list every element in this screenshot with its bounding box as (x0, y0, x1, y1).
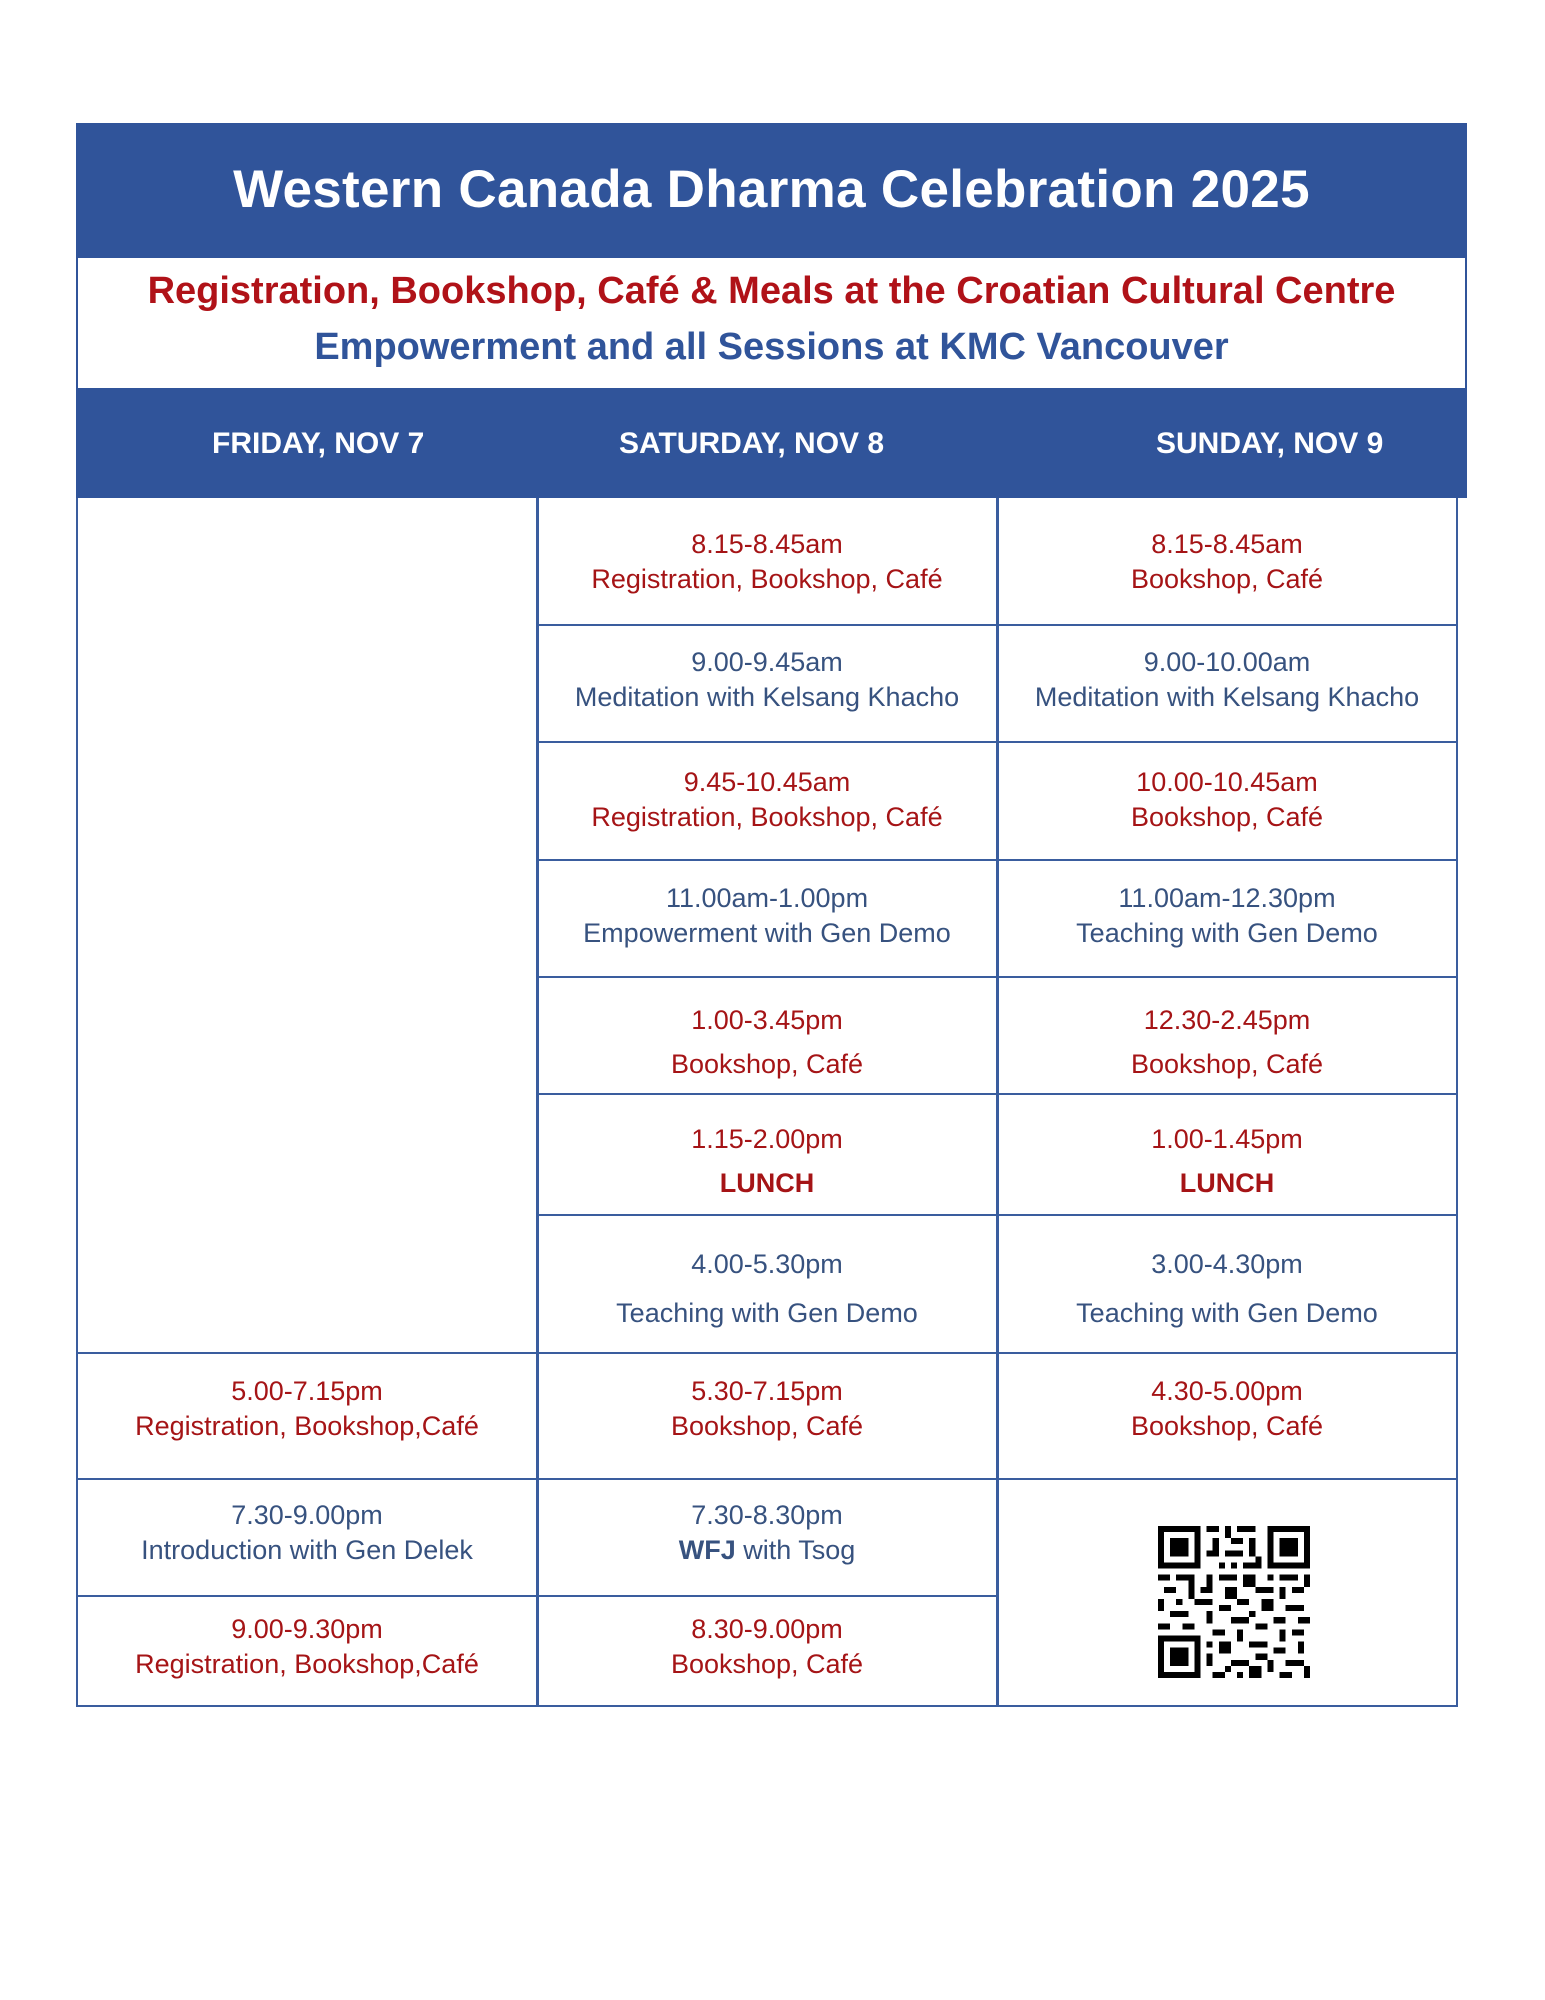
saturday-slot-1 (538, 527, 996, 597)
grid-line (76, 1352, 1458, 1354)
saturday-slot-8 (538, 1374, 996, 1444)
saturday-slot-10 (538, 1612, 996, 1682)
slot-time: 1.15-2.00pm (691, 1124, 843, 1154)
slot-time: 7.30-9.00pm (231, 1500, 383, 1530)
day-header-bar (76, 390, 1467, 498)
slot-activity: Bookshop, Café (1130, 1048, 1324, 1079)
slot-activity: Teaching with Gen Demo (1076, 918, 1378, 949)
slot-activity: Bookshop, Café (1130, 1411, 1324, 1442)
slot-activity: Bookshop, Café (670, 1649, 864, 1680)
sunday-slot-5 (998, 999, 1456, 1086)
slot-activity: Meditation with Kelsang Khacho (574, 682, 960, 713)
slot-activity: Registration, Bookshop, Café (591, 564, 943, 595)
slot-time: 12.30-2.45pm (1143, 1005, 1311, 1035)
sunday-slot-3 (998, 765, 1456, 835)
slot-time: 10.00-10.45am (1136, 767, 1318, 797)
slot-time: 8.30-9.00pm (691, 1614, 843, 1644)
page-title: Western Canada Dharma Celebration 2025 (76, 123, 1467, 256)
slot-time: 3.00-4.30pm (1151, 1249, 1303, 1279)
slot-activity: Bookshop, Café (670, 1411, 864, 1442)
sunday-slot-6 (998, 1118, 1456, 1205)
friday-slot-3 (78, 1612, 536, 1682)
venue-line-sessions: Empowerment and all Sessions at KMC Vancouver (314, 326, 1229, 368)
saturday-slot-3 (538, 765, 996, 835)
slot-activity: Introduction with Gen Delek (141, 1535, 473, 1566)
saturday-slot-4 (538, 881, 996, 951)
day-saturday: SATURDAY, NOV 8 (619, 427, 885, 460)
slot-time: 1.00-1.45pm (1151, 1124, 1303, 1154)
slot-activity: LUNCH (1179, 1167, 1275, 1198)
slot-activity: Bookshop, Café (670, 1048, 864, 1079)
grid-line (536, 1093, 1458, 1095)
grid-line (76, 1705, 1458, 1707)
saturday-slot-5 (538, 999, 996, 1086)
saturday-slot-7 (538, 1240, 996, 1337)
slot-activity: Empowerment with Gen Demo (583, 918, 951, 949)
slot-activity: Teaching with Gen Demo (616, 1297, 918, 1328)
slot-activity: Teaching with Gen Demo (1076, 1297, 1378, 1328)
slot-activity: Registration, Bookshop,Café (135, 1649, 479, 1680)
venue-info (76, 256, 1467, 390)
friday-slot-2 (78, 1498, 536, 1568)
grid-line (536, 976, 1458, 978)
grid-line (536, 1214, 1458, 1216)
venue-line-meals: Registration, Bookshop, Café & Meals at the Croatian Cultural Centre (147, 270, 1396, 312)
grid-line (536, 741, 1458, 743)
grid-line (76, 1595, 998, 1597)
grid-line (536, 859, 1458, 861)
sunday-slot-7 (998, 1240, 1456, 1337)
slot-activity: Bookshop, Café (1130, 802, 1324, 833)
slot-time: 9.00-10.00am (1143, 647, 1311, 677)
slot-time: 5.30-7.15pm (691, 1376, 843, 1406)
saturday-slot-6 (538, 1118, 996, 1205)
slot-activity (538, 1533, 996, 1568)
grid-line (1456, 498, 1458, 1706)
slot-activity: Registration, Bookshop,Café (135, 1411, 479, 1442)
qr-code-icon[interactable] (1158, 1526, 1310, 1678)
slot-time: 9.00-9.30pm (231, 1614, 383, 1644)
friday-slot-1 (78, 1374, 536, 1444)
sunday-slot-4 (998, 881, 1456, 951)
saturday-slot-2 (538, 645, 996, 715)
slot-time: 8.15-8.45am (1151, 529, 1303, 559)
slot-activity: Meditation with Kelsang Khacho (1034, 682, 1420, 713)
slot-time: 4.00-5.30pm (691, 1249, 843, 1279)
slot-activity-rest: with Tsog (735, 1535, 856, 1566)
slot-time: 11.00am-1.00pm (665, 883, 869, 913)
slot-time: 11.00am-12.30pm (1118, 883, 1336, 913)
sunday-slot-2 (998, 645, 1456, 715)
slot-activity: LUNCH (719, 1167, 815, 1198)
slot-time: 7.30-8.30pm (691, 1500, 843, 1530)
slot-time: 5.00-7.15pm (231, 1376, 383, 1406)
slot-time: 9.00-9.45am (691, 647, 843, 677)
sunday-slot-1 (998, 527, 1456, 597)
slot-time: 4.30-5.00pm (1151, 1376, 1303, 1406)
day-sunday: SUNDAY, NOV 9 (1156, 427, 1384, 460)
saturday-slot-9 (538, 1498, 996, 1568)
sunday-slot-8 (998, 1374, 1456, 1444)
slot-time: 1.00-3.45pm (691, 1005, 843, 1035)
slot-time: 8.15-8.45am (691, 529, 843, 559)
slot-time: 9.45-10.45am (683, 767, 851, 797)
grid-line (76, 1478, 1458, 1480)
day-friday: FRIDAY, NOV 7 (212, 427, 425, 460)
slot-activity: Registration, Bookshop, Café (591, 802, 943, 833)
slot-activity: Bookshop, Café (1130, 564, 1324, 595)
slot-activity-bold: WFJ (678, 1535, 736, 1566)
grid-line (536, 624, 1458, 626)
